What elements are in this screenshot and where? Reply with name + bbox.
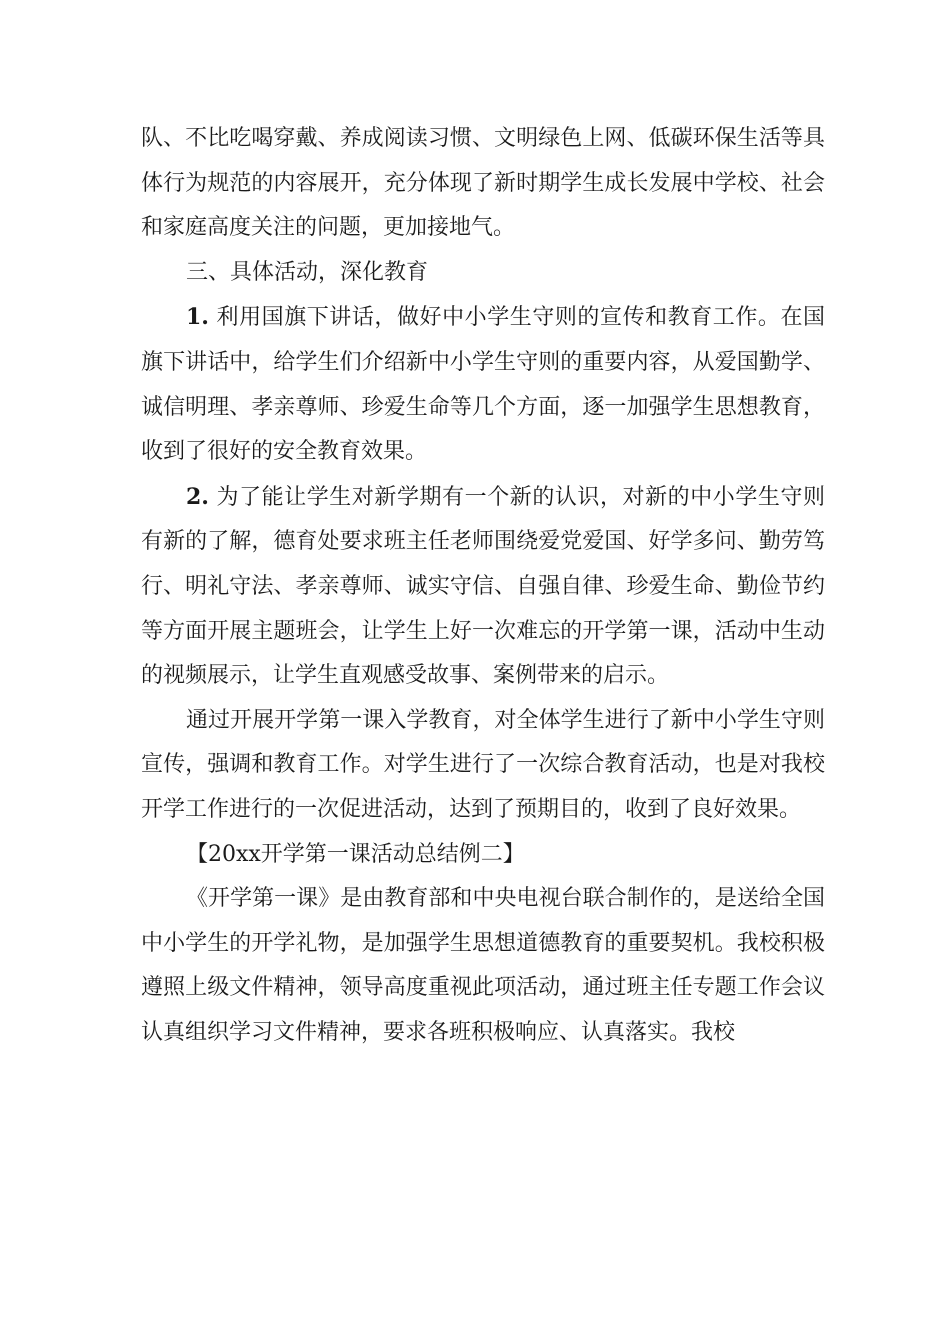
paragraph-item-1	[141, 295, 825, 474]
paragraph-summary: 通过开展开学第一课入学教育，对全体学生进行了新中小学生守则宣传，强调和教育工作。对学生进行了一次综合教育活动，也是对我校开学工作进行的一次促进活动，达到了预期目的，收到了良好效果。	[141, 707, 825, 822]
paragraph-continuation: 队、不比吃喝穿戴、养成阅读习惯、文明绿色上网、低碳环保生活等具体行为规范的内容展开，充分体现了新时期学生成长发展中学校、社会和家庭高度关注的问题，更加接地气。	[141, 126, 825, 241]
example-two-heading: 【20xx开学第一课活动总结例二】	[186, 841, 525, 867]
paragraph-item-2	[141, 475, 825, 699]
item-text: 利用国旗下讲话，做好中小学生守则的宣传和教育工作。在国旗下讲话中，给学生们介绍新中小学生守则的重要内容，从爱国勤学、诚信明理、孝亲尊师、珍爱生命等几个方面，逐一加强学生思想教育，收到了很好的安全教育效果。	[141, 305, 825, 465]
item-number: 1.	[186, 304, 209, 331]
item-number: 2.	[186, 483, 209, 510]
section-heading-three: 三、具体活动，深化教育	[186, 259, 429, 285]
item-text: 为了能让学生对新学期有一个新的认识，对新的中小学生守则有新的了解，德育处要求班主任老师围绕爱党爱国、好学多问、勤劳笃行、明礼守法、孝亲尊师、诚实守信、自强自律、珍爱生命、勤俭节约等方面开展主题班会，让学生上好一次难忘的开学第一课，活动中生动的视频展示，让学生直观感受故事、案例带来的启示。	[141, 484, 825, 689]
document-body	[141, 117, 825, 1055]
paragraph-example-two: 《开学第一课》是由教育部和中央电视台联合制作的，是送给全国中小学生的开学礼物，是加强学生思想道德教育的重要契机。我校积极遵照上级文件精神，领导高度重视此项活动，通过班主任专题工作会议认真组织学习文件精神，要求各班积极响应、认真落实。我校	[141, 886, 825, 1045]
